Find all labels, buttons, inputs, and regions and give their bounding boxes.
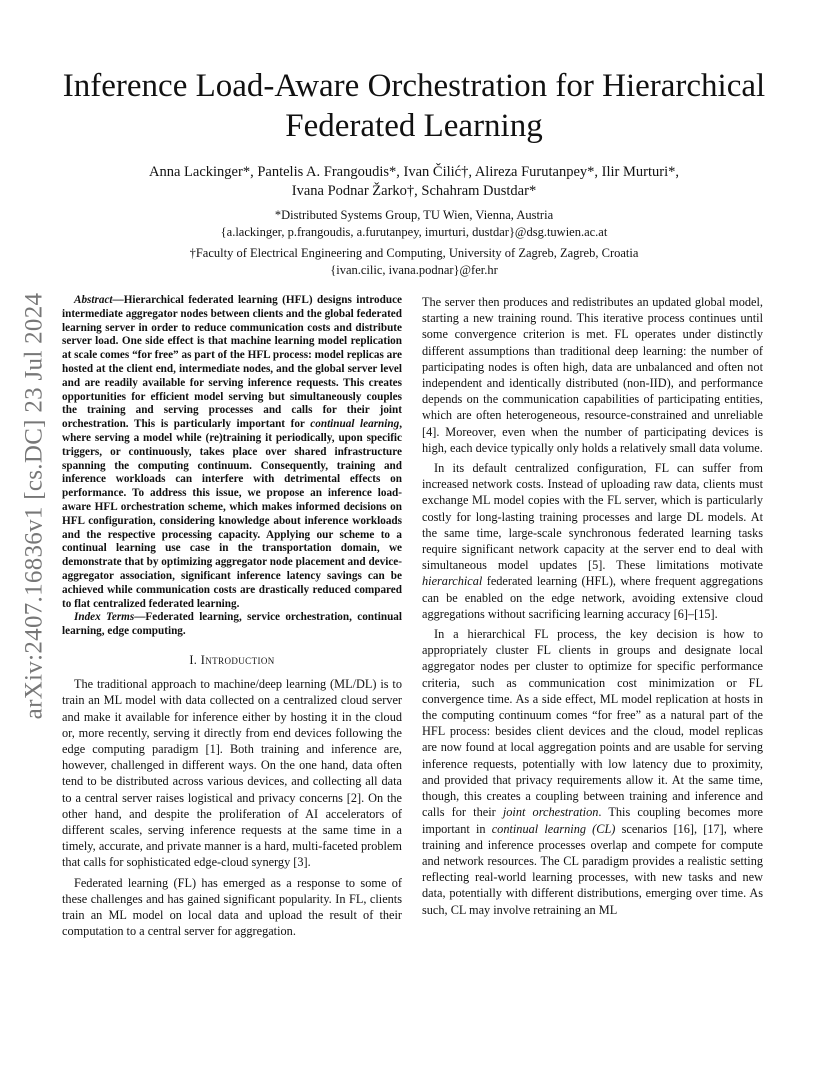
affiliation-1-emails: {a.lackinger, p.frangoudis, a.furutanpey, imurturi, dustdar}@dsg.tuwien.ac.at bbox=[220, 224, 608, 239]
author-list bbox=[80, 163, 748, 201]
affiliation-2-emails: {ivan.cilic, ivana.podnar}@fer.hr bbox=[330, 262, 498, 277]
abstract-emphasis: continual learning bbox=[310, 418, 400, 431]
intro-paragraph-3: The server then produces and redistributes an updated global model, starting a new training round. This iterative process continues until some convergence criterion is met. FL operates under distinctly different assumptions than traditional deep learning: the number of participating nodes is often high, data are unbalanced and often not independent and identically distributed (non-IID), and performance depends on the communication capabilities of participating entities, which are often heterogeneous, resource-constrained and unreliable [4]. Moreover, even when the number of participating devices is high, each device typically only holds a relatively small data volume. bbox=[422, 295, 763, 455]
intro-paragraph-4 bbox=[422, 460, 763, 622]
index-terms-label: Index Terms bbox=[74, 611, 135, 624]
section-number: I. bbox=[189, 652, 198, 667]
right-column bbox=[422, 294, 763, 918]
arxiv-identifier bbox=[18, 292, 50, 720]
intro-paragraph-5-part-c: scenarios [16], [17], where training and inference processes overlap and compete for compute and network resources. The CL paradigm provides a realistic setting reflecting real-world learning processes, with new tasks and new data, potentially with different distributions, emerging over time. As such, CL may involve retraining an ML bbox=[422, 821, 763, 917]
index-terms-text: —Federated learning, service orchestration, continual learning, edge computing. bbox=[62, 611, 402, 638]
affiliation-1 bbox=[80, 207, 748, 240]
abstract-label: Abstract bbox=[74, 294, 113, 306]
section-heading bbox=[62, 652, 402, 668]
left-column bbox=[62, 294, 402, 939]
abstract-text-2: , where serving a model while (re)training it periodically, upon specific triggers, or continuously, takes place over shared infrastructure spanning the computing continuum. Consequently, training and inference workloads can interfere with detrimental effects on performance. To address this issue, we propose an inference load-aware HFL orchestration scheme, which makes informed decisions on HFL configuration, considering knowledge about inference workloads and the respective processing capacity. Applying our scheme to a continual learning use case in the transportation domain, we demonstrate that by optimizing aggregator node placement and device-aggregator association, significant inference latency savings can be achieved while communication costs are drastically reduced compared to flat centralized federated learning. bbox=[62, 418, 402, 610]
author-line-2: Ivana Podnar Žarko†, Schahram Dustdar* bbox=[291, 183, 537, 199]
intro-paragraph-5-part-b: . This coupling becomes more important in bbox=[422, 805, 763, 836]
paper-title: Inference Load-Aware Orchestration for Hierarchical Federated Learning bbox=[62, 68, 766, 144]
abstract bbox=[62, 294, 402, 611]
affiliation-2-name: †Faculty of Electrical Engineering and Computing, University of Zagreb, Zagreb, Croatia bbox=[189, 246, 639, 260]
section-title: Introduction bbox=[200, 652, 275, 667]
intro-paragraph-5-emphasis-2: continual learning (CL) bbox=[491, 821, 616, 836]
index-terms bbox=[62, 611, 402, 639]
intro-paragraph-1: The traditional approach to machine/deep learning (ML/DL) is to train an ML model with data collected on a centralized cloud server and make it available for inference either by hosting it in the cloud or, more recently, serving it directly from end devices following the edge computing paradigm [1]. Both training and inference are, however, challenged in different ways. On the one hand, data often tend to be distributed across various devices, and collecting all data to a central server raises logistical and privacy concerns [2]. On the other hand, and despite the proliferation of AI accelerators of different scales, serving inference requests at the same time in a timely, accurate, and private manner is a hard, multi-faceted problem that calls for sophisticated edge-cloud synergy [3]. bbox=[62, 677, 402, 870]
abstract-text: —Hierarchical federated learning (HFL) designs introduce intermediate aggregator nodes between clients and the global federated learning server in order to reduce communication costs and distribute server load. One side effect is that machine learning model replication at scale comes “for free” as part of the HFL process: model replicas are hosted at the client end, intermediate nodes, and the global server level and are readily available for serving inference requests. This creates opportunities for efficient model serving but simultaneously couples the training and serving processes and calls for their joint orchestration. This is particularly important for bbox=[62, 294, 402, 431]
intro-paragraph-4-part-b: federated learning (HFL), where frequent aggregations can be enabled on the edge network, avoiding extensive cloud aggregations without sacrificing learning accuracy [6]–[15]. bbox=[422, 574, 763, 621]
intro-paragraph-4-emphasis: hierarchical bbox=[422, 574, 483, 589]
arxiv-identifier-text: arXiv:2407.16836v1 [cs.DC] 23 Jul 2024 bbox=[20, 292, 47, 720]
intro-paragraph-2: Federated learning (FL) has emerged as a response to some of these challenges and has gained significant popularity. In FL, clients train an ML model on local data and upload the result of their computation to a central server for aggregation. bbox=[62, 875, 402, 939]
intro-paragraph-5-emphasis-1: joint orchestration bbox=[502, 805, 599, 820]
intro-paragraph-5-part-a: In a hierarchical FL process, the key decision is how to appropriately cluster FL clients in groups and designate local aggregator nodes per cluster to optimize for specific performance criteria, such as communication cost minimization or FL convergence time. As a side effect, ML model replication at hosts in the computing continuum comes “for free” as a natural part of the HFL process: besides client devices and the cloud, model replicas are now found at local aggregation points and are usable for serving inference requests, potentially with low latency due to proximity, and provided that privacy requirements allow it. At the same time, though, this creates a coupling between training and inference and calls for their bbox=[422, 627, 763, 820]
intro-paragraph-5 bbox=[422, 626, 763, 918]
affiliation-1-name: *Distributed Systems Group, TU Wien, Vienna, Austria bbox=[274, 208, 554, 222]
affiliation-2 bbox=[80, 245, 748, 278]
author-line-1: Anna Lackinger*, Pantelis A. Frangoudis*, Ivan Čilić†, Alireza Furutanpey*, Ilir Murturi*, bbox=[149, 164, 679, 180]
intro-paragraph-4-part-a: In its default centralized configuration, FL can suffer from increased network costs. Instead of uploading raw data, clients must exchange ML model copies with the FL server, which is particularly costly for long-lasting training processes and large DL models. At the same time, large-scale synchronous federated learning tasks require significant network capacity at the server end to deal with simultaneous model updates [5]. These limitations motivate bbox=[422, 461, 763, 573]
